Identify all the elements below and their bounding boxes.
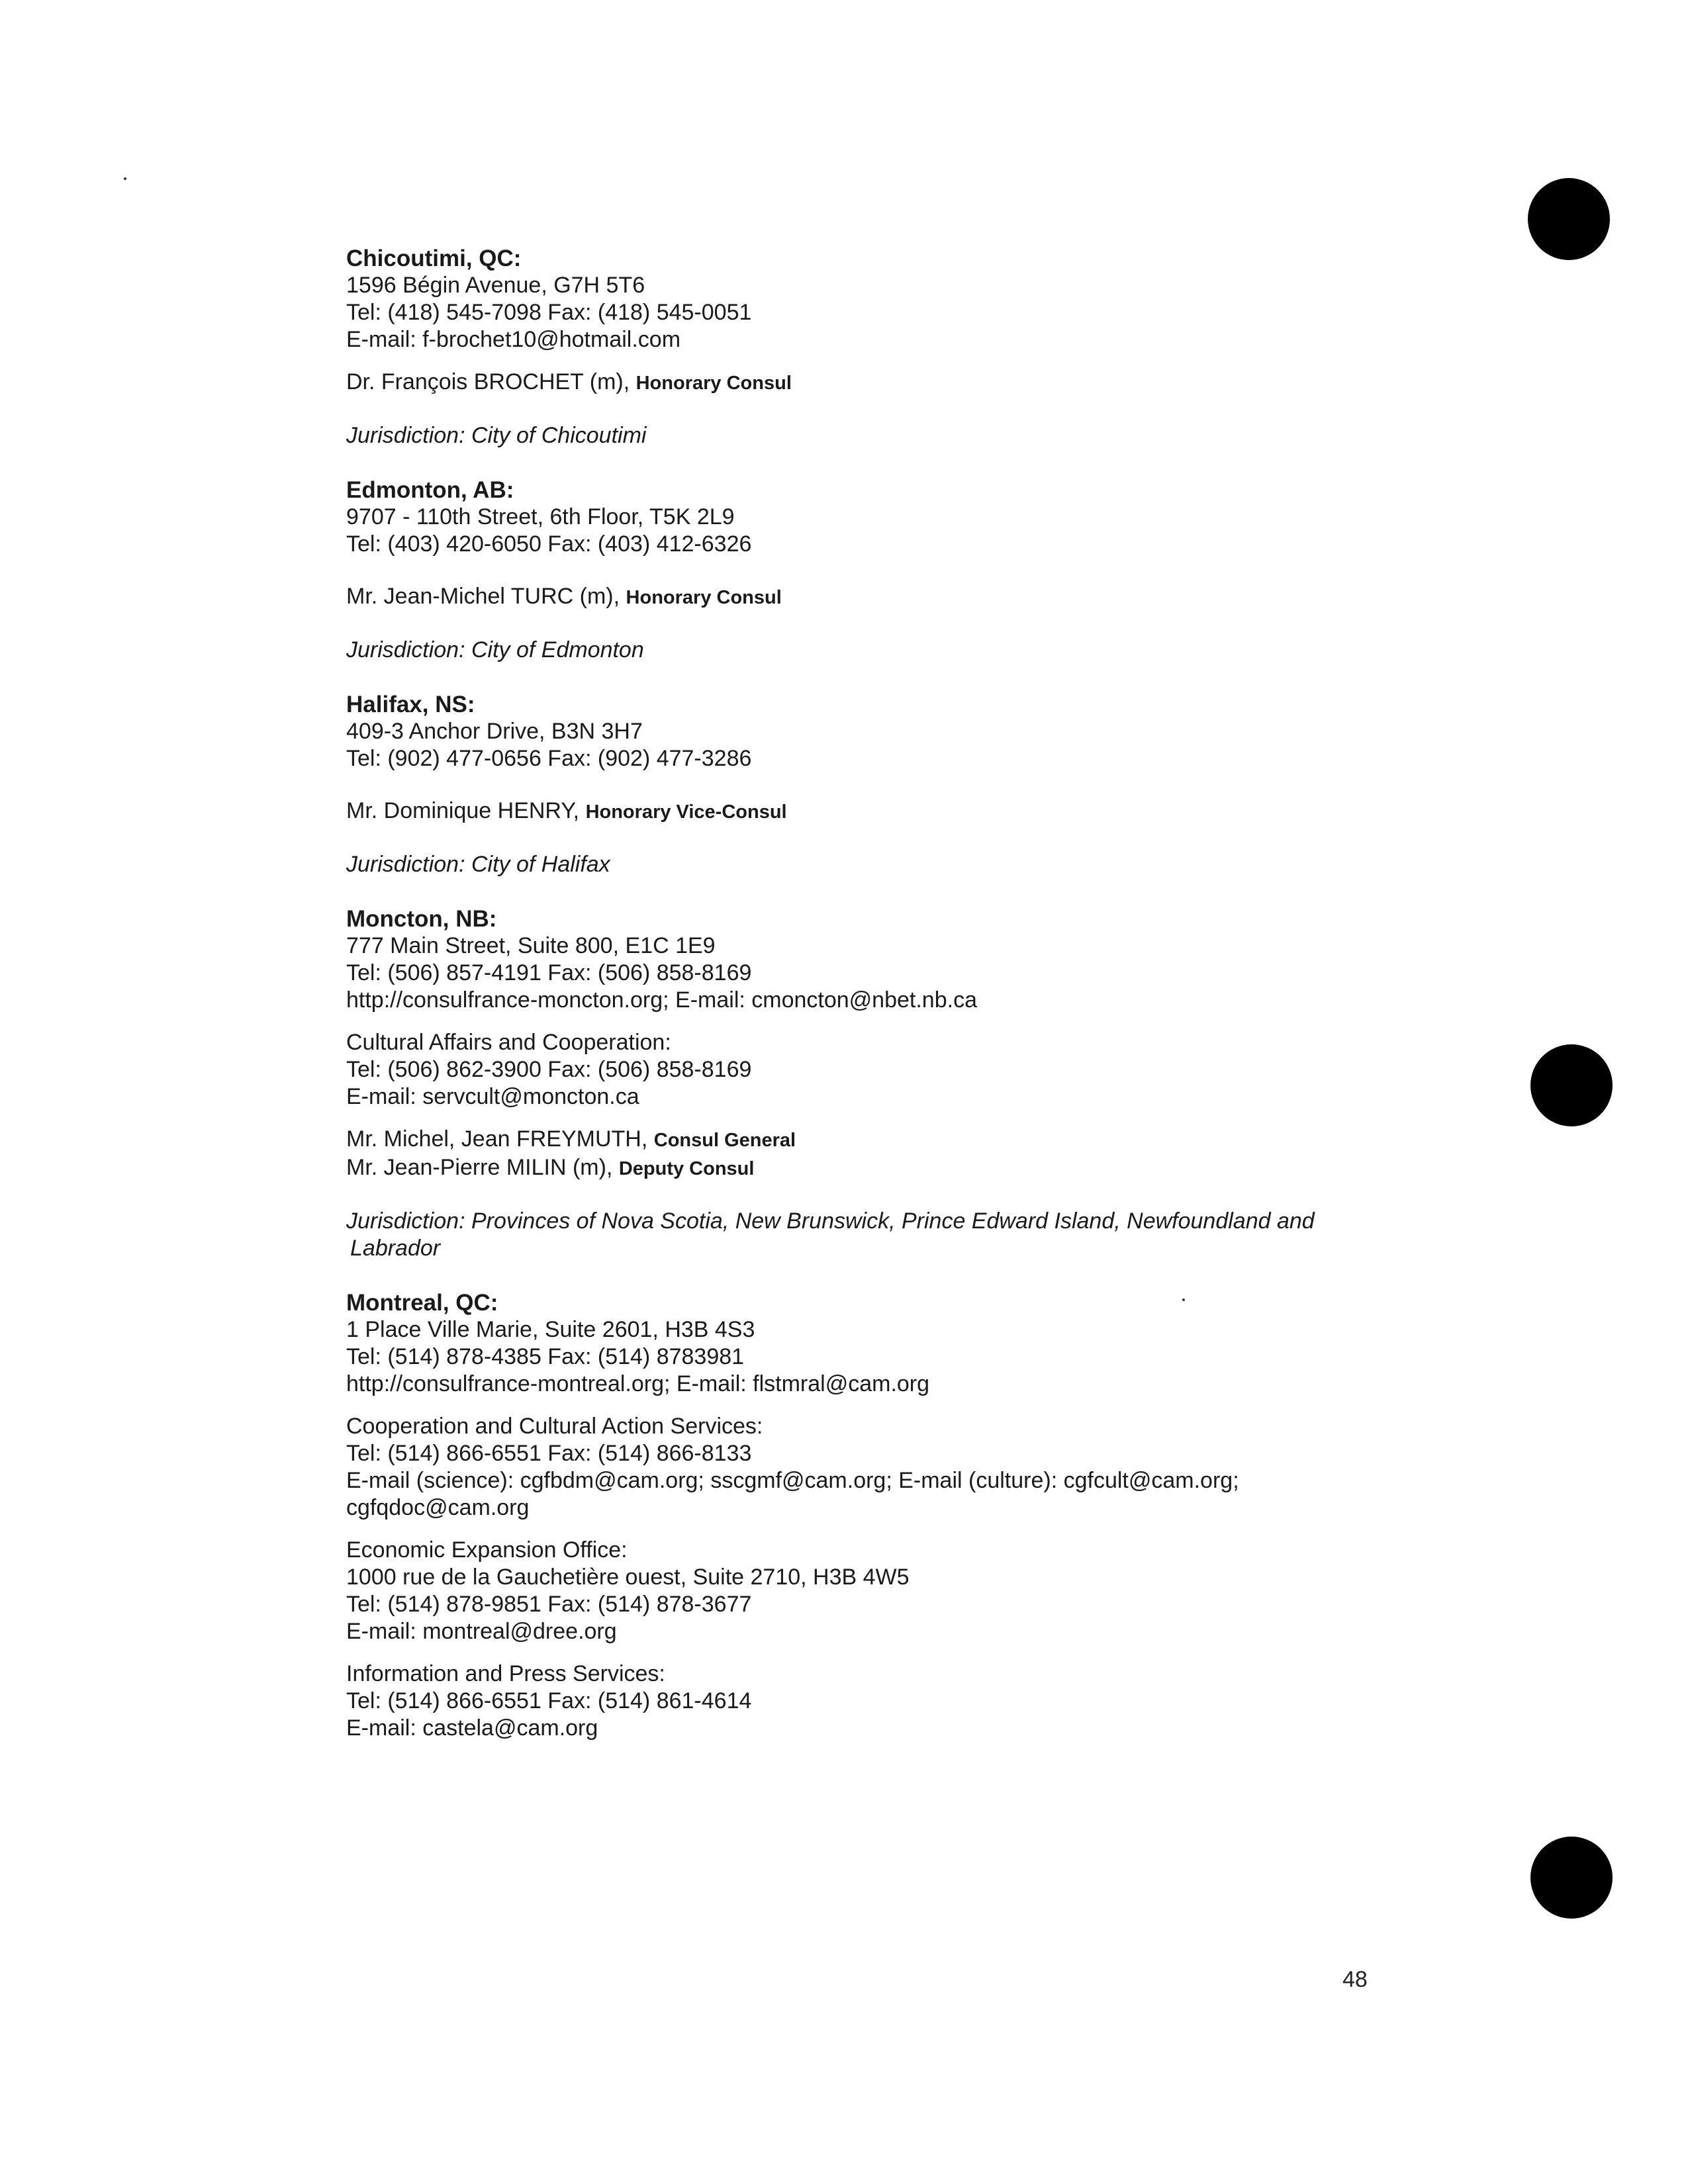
official (346, 797, 1379, 826)
cultural-affairs-phone: Tel: (506) 862-3900 Fax: (506) 858-8169 (346, 1057, 752, 1082)
official-role: Honorary Consul (635, 373, 792, 394)
official-role: Honorary Vice-Consul (585, 801, 787, 823)
economic-office-address: 1000 rue de la Gauchetière ouest, Suite 2710, H3B 4W5 (346, 1565, 910, 1590)
press-services-title: Information and Press Services: (346, 1661, 665, 1686)
binder-hole-middle (1530, 1044, 1613, 1126)
email: E-mail: f-brochet10@hotmail.com (346, 327, 681, 352)
jurisdiction: Jurisdiction: City of Halifax (346, 852, 610, 877)
consulate-listing (346, 245, 1379, 1742)
cooperation-email-continued: cgfqdoc@cam.org (346, 1495, 530, 1520)
phone-fax: Tel: (506) 857-4191 Fax: (506) 858-8169 (346, 960, 752, 985)
address: 9707 - 110th Street, 6th Floor, T5K 2L9 (346, 504, 735, 529)
section-heading: Chicoutimi, QC: (346, 246, 522, 271)
section-halifax (346, 691, 1379, 878)
official (346, 583, 1379, 612)
economic-office-phone: Tel: (514) 878-9851 Fax: (514) 878-3677 (346, 1592, 752, 1617)
economic-office-title: Economic Expansion Office: (346, 1537, 628, 1563)
official-name: Dr. François BROCHET (m), (346, 369, 636, 394)
section-heading: Moncton, NB: (346, 906, 497, 932)
page-number: 48 (1342, 1967, 1368, 1992)
section-chicoutimi (346, 245, 1379, 449)
section-heading: Montreal, QC: (346, 1290, 498, 1316)
section-montreal (346, 1289, 1379, 1742)
official (346, 1126, 1379, 1154)
scan-speck (124, 177, 126, 180)
press-services-email: E-mail: castela@cam.org (346, 1715, 598, 1741)
binder-hole-top (1528, 178, 1610, 260)
binder-hole-bottom (1530, 1837, 1613, 1919)
cultural-affairs-email: E-mail: servcult@moncton.ca (346, 1084, 639, 1109)
web-email: http://consulfrance-montreal.org; E-mail: flstmral@cam.org (346, 1371, 930, 1396)
section-moncton (346, 905, 1379, 1262)
official-role: Consul General (653, 1130, 796, 1151)
section-edmonton (346, 477, 1379, 664)
official-name: Mr. Jean-Michel TURC (m), (346, 584, 626, 609)
press-services-phone: Tel: (514) 866-6551 Fax: (514) 861-4614 (346, 1688, 752, 1713)
phone-fax: Tel: (403) 420-6050 Fax: (403) 412-6326 (346, 531, 752, 557)
jurisdiction-continued: Labrador (350, 1236, 441, 1261)
cooperation-email: E-mail (science): cgfbdm@cam.org; sscgmf@cam.org; E-mail (culture): cgfcult@cam.org; (346, 1468, 1239, 1493)
jurisdiction: Jurisdiction: Provinces of Nova Scotia, New Brunswick, Prince Edward Island, Newfoundland and (346, 1208, 1315, 1234)
economic-office-email: E-mail: montreal@dree.org (346, 1619, 617, 1644)
address: 777 Main Street, Suite 800, E1C 1E9 (346, 933, 716, 958)
official-name: Mr. Jean-Pierre MILIN (m), (346, 1155, 619, 1180)
address: 409-3 Anchor Drive, B3N 3H7 (346, 719, 643, 744)
phone-fax: Tel: (418) 545-7098 Fax: (418) 545-0051 (346, 300, 752, 325)
web-email: http://consulfrance-moncton.org; E-mail: cmoncton@nbet.nb.ca (346, 987, 977, 1013)
address: 1596 Bégin Avenue, G7H 5T6 (346, 273, 645, 298)
cooperation-phone: Tel: (514) 866-6551 Fax: (514) 866-8133 (346, 1441, 752, 1466)
address: 1 Place Ville Marie, Suite 2601, H3B 4S3 (346, 1317, 755, 1342)
official (346, 1154, 1379, 1183)
official (346, 369, 1379, 397)
jurisdiction: Jurisdiction: City of Chicoutimi (346, 423, 647, 448)
official-role: Honorary Consul (626, 587, 782, 608)
official-name: Mr. Michel, Jean FREYMUTH, (346, 1126, 654, 1152)
official-name: Mr. Dominique HENRY, (346, 798, 586, 823)
cultural-affairs-title: Cultural Affairs and Cooperation: (346, 1030, 671, 1055)
section-heading: Edmonton, AB: (346, 477, 514, 503)
jurisdiction: Jurisdiction: City of Edmonton (346, 637, 644, 662)
section-heading: Halifax, NS: (346, 692, 475, 717)
cooperation-title: Cooperation and Cultural Action Services: (346, 1414, 763, 1439)
official-role: Deputy Consul (618, 1158, 755, 1179)
phone-fax: Tel: (514) 878-4385 Fax: (514) 8783981 (346, 1344, 745, 1369)
phone-fax: Tel: (902) 477-0656 Fax: (902) 477-3286 (346, 746, 752, 771)
